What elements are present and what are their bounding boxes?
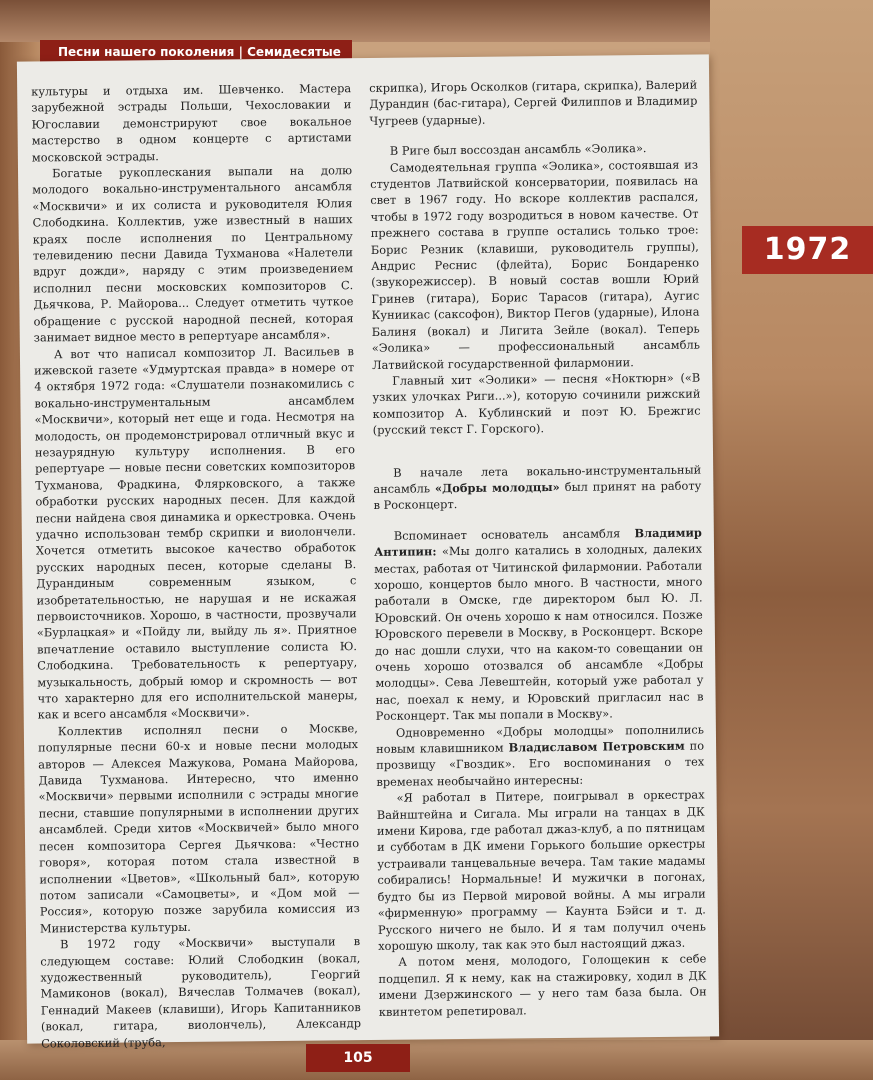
left-column bbox=[31, 80, 361, 1051]
right-paragraph-8: «Я работал в Питере, поигрывал в оркестрах Вайнштейна и Сигала. Мы играли на танцах в ДК имени Кирова, где работал джаз-клуб, а по пятницам и субботам в ДК имени Горького большие оркестры устраивали танцевальные вечера. Там такие мадамы собирались! Нормальные! И мужички в погонах, будто бы из Первой мировой войны. А мы играли «фирменную» программу — Каунта Бэйси и т. д. Русского ничего не было. И я там получил очень хорошую школу, так как это был настоящий джаз. bbox=[376, 787, 707, 953]
left-paragraph-4: Коллектив исполнял песни о Москве, популярные песни 60-х и новые песни молодых авторов — Алексея Мажукова, Романа Майорова, Давида Тухманова. Интересно, что именно «Москвичи» первыми исполнили с эстрады многие песни, ставшие популярными в исполнении других ансамблей. Среди хитов «Москвичей» было много песен композитора Сергея Дьячкова: «Честно говоря», которая потом стала известной в исполнении «Цветов», «Школьный бал», которую потом записали «Самоцветы», и «Дом мой — Россия», которую позже зарубила комиссия из Министерства культуры. bbox=[37, 720, 360, 936]
text-page bbox=[17, 54, 719, 1051]
person-name: Владимир Антипин: bbox=[373, 525, 702, 560]
text-run: В начале лета вокально-инструментальный ансамбль bbox=[373, 462, 702, 496]
right-paragraph-1: скрипка), Игорь Осколков (гитара, скрипка), Валерий Дурандин (бас-гитара), Сергей Филиппов и Владимир Чугреев (ударные). bbox=[369, 77, 698, 128]
right-paragraph-6 bbox=[374, 524, 704, 724]
right-paragraph-9: А потом меня, молодого, Голощекин к себе подцепил. Я к нему, как на стажировку, ходил в ДК имени Дзержинского — у него там база была. Он квинтетом репетировал. bbox=[378, 951, 707, 1019]
right-paragraph-3: Самодеятельная группа «Эолика», состоявшая из студентов Латвийской консерватории, появилась на свет в 1967 году. Но вскоре коллектив распался, чтобы в 1972 году возродиться в новом качестве. От прежнего состава в группе остались только трое: Борис Резник (клавиши, руководитель группы), Андрис Реснис (флейта), Борис Бондаренко (звукорежиссер). В новый состав вошли Юрий Гринев (гитара), Борис Тарасов (гитара), Аугис Куниикас (саксофон), Виктор Пегов (ударные), Илона Балиня (вокал) и Лигита Зейле (вокал). Теперь «Эолика» — профессиональный ансамбль Латвийской государственной филармонии. bbox=[370, 157, 700, 372]
right-column bbox=[369, 77, 707, 1020]
right-paragraph-2: В Риге был воссоздан ансамбль «Эолика». bbox=[389, 141, 647, 158]
person-name: Владиславом Петровским bbox=[508, 738, 685, 755]
left-paragraph-3: А вот что написал композитор Л. Васильев в ижевской газете «Удмуртская правда» в номере от 4 октября 1972 года: «Слушатели познакомились с вокально-инструментальным ансамблем «Москвичи», который нет еще и года. Несмотря на молодость, он продемонстрировал отличный вкус и незаурядную культуру исполнения. В его репертуаре — новые песни советских композиторов Тухманова, Фрадкина, Флярковского, а также обработки русских народных песен. Для каждой песни найдена своя динамика и оркестровка. Очень удачно использован тембр скрипки и виолончели. Хочется отметить высокое качество обработок русских народных песен, которые сделаны В. Дурандиным современным языком, с изобретательностью, не нарушая и не искажая первоисточников. Хорошо, в частности, прозвучали «Бурлацкая» и «Пойду ли, выйду ль я». Приятное впечатление оставило выступление солиста Ю. Слободкина. Требовательность к репертуару, музыкальность, добрый юмор и скромность — вот что характерно для его исполнительской манеры, как и всего ансамбля «Москвичи». bbox=[34, 343, 358, 722]
right-paragraph-7 bbox=[376, 721, 705, 790]
text-run: Вспоминает основатель ансамбля bbox=[393, 525, 635, 543]
left-paragraph-5: В 1972 году «Москвичи» выступали в следующем составе: Юлий Слободкин (вокал, художественный руководитель), Георгий Мамиконов (вокал), Вячеслав Толмачев (вокал), Геннадий Макеев (клавиши), Игорь Капитанников (вокал, гитара, виолончель), Александр Соколовский (труба, bbox=[40, 934, 362, 1051]
text-run: Одновременно «Добры молодцы» пополнились новым клавишником bbox=[376, 722, 704, 756]
left-paragraph-2: Богатые рукоплескания выпали на долю молодого вокально-инструментального ансамбля «Москвичи» и их солиста и руководителя Юлия Слободкина. Коллектив, уже известный в наших краях после исполнения по Центральному телевидению песни Давида Тухманова «Налетели вдруг дожди», наряду с этим произведением исполнил песни московских композиторов С. Дьячкова, Р. Майорова... Следует отметить чуткое обращение с русской народной песней, которая занимает видное место в репертуаре ансамбля». bbox=[32, 163, 354, 345]
text-run: «Мы долго катались в холодных, далеких местах, работая от Читинской филармонии. Работали хорошо, концертов было много. В частности, много работали в Омске, где директором был Ю. Л. Юровский. Он очень хорошо к нам относился. Позже Юровского перевели в Москву, в Росконцерт. Вскоре до нас дошли слухи, что на каком-то совещании он очень хорошо отозвался об ансамбле «Добры молодцы». Сева Левештейн, который уже работал у нас, поехал к нему, и Юровский пригласил нас в Росконцерт. Так мы попали в Москву». bbox=[374, 541, 704, 724]
left-paragraph-1: культуры и отдыха им. Шевченко. Мастера зарубежной эстрады Польши, Чехословакии и Югославии демонстрируют свое вокальное мастерство в одном концерте с артистами московской эстрады. bbox=[31, 81, 352, 165]
right-paragraph-4: Главный хит «Эолики» — песня «Ноктюрн» («В узких улочках Риги...»), которую сочинили рижский композитор А. Кублинский и поэт Ю. Брежгис (русский текст Г. Горского). bbox=[372, 370, 701, 438]
band-name: «Добры молодцы» bbox=[434, 479, 560, 496]
year-badge: 1972 bbox=[742, 226, 873, 274]
text-run: по прозвищу «Гвоздик». Его воспоминания о тех временах необычайно интересны: bbox=[376, 738, 705, 789]
text-run: был принят на работу в Росконцерт. bbox=[373, 478, 702, 513]
running-header: Песни нашего поколения | Семидесятые bbox=[40, 40, 352, 64]
page-number: 105 bbox=[306, 1044, 410, 1072]
background-photo-right bbox=[710, 0, 873, 1080]
spacer bbox=[373, 435, 701, 464]
right-paragraph-5 bbox=[373, 461, 701, 514]
